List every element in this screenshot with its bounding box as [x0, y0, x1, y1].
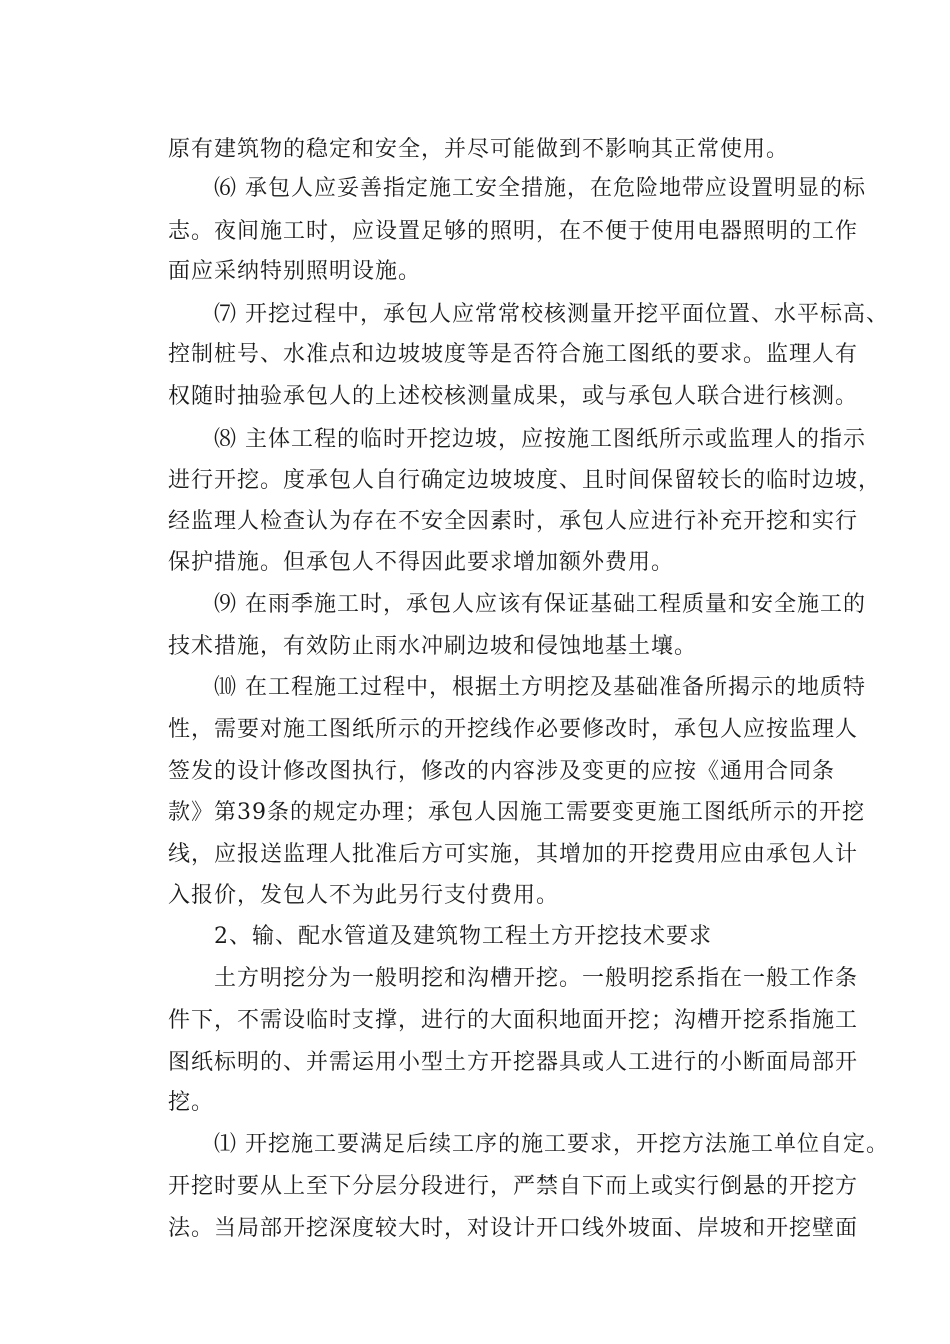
text-line: 件下，不需设临时支撑，进行的大面积地面开挖；沟槽开挖系指施工 — [168, 1008, 859, 1033]
text-line: 线，应报送监理人批准后方可实施，其增加的开挖费用应由承包人计 — [168, 842, 859, 867]
text-line: 权随时抽验承包人的上述校核测量成果，或与承包人联合进行核测。 — [168, 384, 859, 409]
section-heading: 2、输、配水管道及建筑物工程土方开挖技术要求 — [214, 924, 712, 949]
text-line: 开挖时要从上至下分层分段进行，严禁自下而上或实行倒悬的开挖方 — [168, 1174, 859, 1199]
text-line: 经监理人检查认为存在不安全因素时，承包人应进行补充开挖和实行 — [168, 509, 859, 534]
text-line: ⑺ 开挖过程中，承包人应常常校核测量开挖平面位置、水平标高、 — [214, 302, 889, 327]
text-line: 图纸标明的、并需运用小型土方开挖器具或人工进行的小断面局部开 — [168, 1050, 859, 1075]
text-line: 进行开挖。度承包人自行确定边坡坡度、且时间保留较长的临时边坡， — [168, 468, 882, 493]
text-line: 保护措施。但承包人不得因此要求增加额外费用。 — [168, 550, 675, 575]
text-line: 性，需要对施工图纸所示的开挖线作必要修改时，承包人应按监理人 — [168, 717, 859, 742]
text-line: 签发的设计修改图执行，修改的内容涉及变更的应按《通用合同条 — [168, 759, 836, 784]
text-line: 志。夜间施工时，应设置足够的照明，在不便于使用电器照明的工作 — [168, 219, 859, 244]
text-line: 入报价，发包人不为此另行支付费用。 — [168, 883, 560, 908]
text-line: ⑹ 承包人应妥善指定施工安全措施，在危险地带应设置明显的标 — [214, 176, 866, 201]
text-line: 土方明挖分为一般明挖和沟槽开挖。一般明挖系指在一般工作条 — [214, 966, 859, 991]
text-line: ⑴ 开挖施工要满足后续工序的施工要求，开挖方法施工单位自定。 — [214, 1132, 889, 1157]
text-line: ⑻ 主体工程的临时开挖边坡，应按施工图纸所示或监理人的指示 — [214, 427, 866, 452]
text-line: 原有建筑物的稳定和安全，并尽可能做到不影响其正常使用。 — [168, 137, 790, 162]
text-line: ⑽ 在工程施工过程中，根据土方明挖及基础准备所揭示的地质特 — [214, 675, 866, 700]
text-line: 款》第39条的规定办理；承包人因施工需要变更施工图纸所示的开挖 — [168, 800, 865, 825]
text-line: 法。当局部开挖深度较大时，对设计开口线外坡面、岸坡和开挖壁面 — [168, 1216, 859, 1241]
text-line: ⑼ 在雨季施工时，承包人应该有保证基础工程质量和安全施工的 — [214, 592, 866, 617]
text-line: 面应采纳特别照明设施。 — [168, 259, 422, 284]
text-line: 技术措施，有效防止雨水冲刷边坡和侵蚀地基土壤。 — [168, 634, 698, 659]
text-line: 控制桩号、水准点和边坡坡度等是否符合施工图纸的要求。监理人有 — [168, 342, 859, 367]
text-line: 挖。 — [168, 1090, 215, 1115]
